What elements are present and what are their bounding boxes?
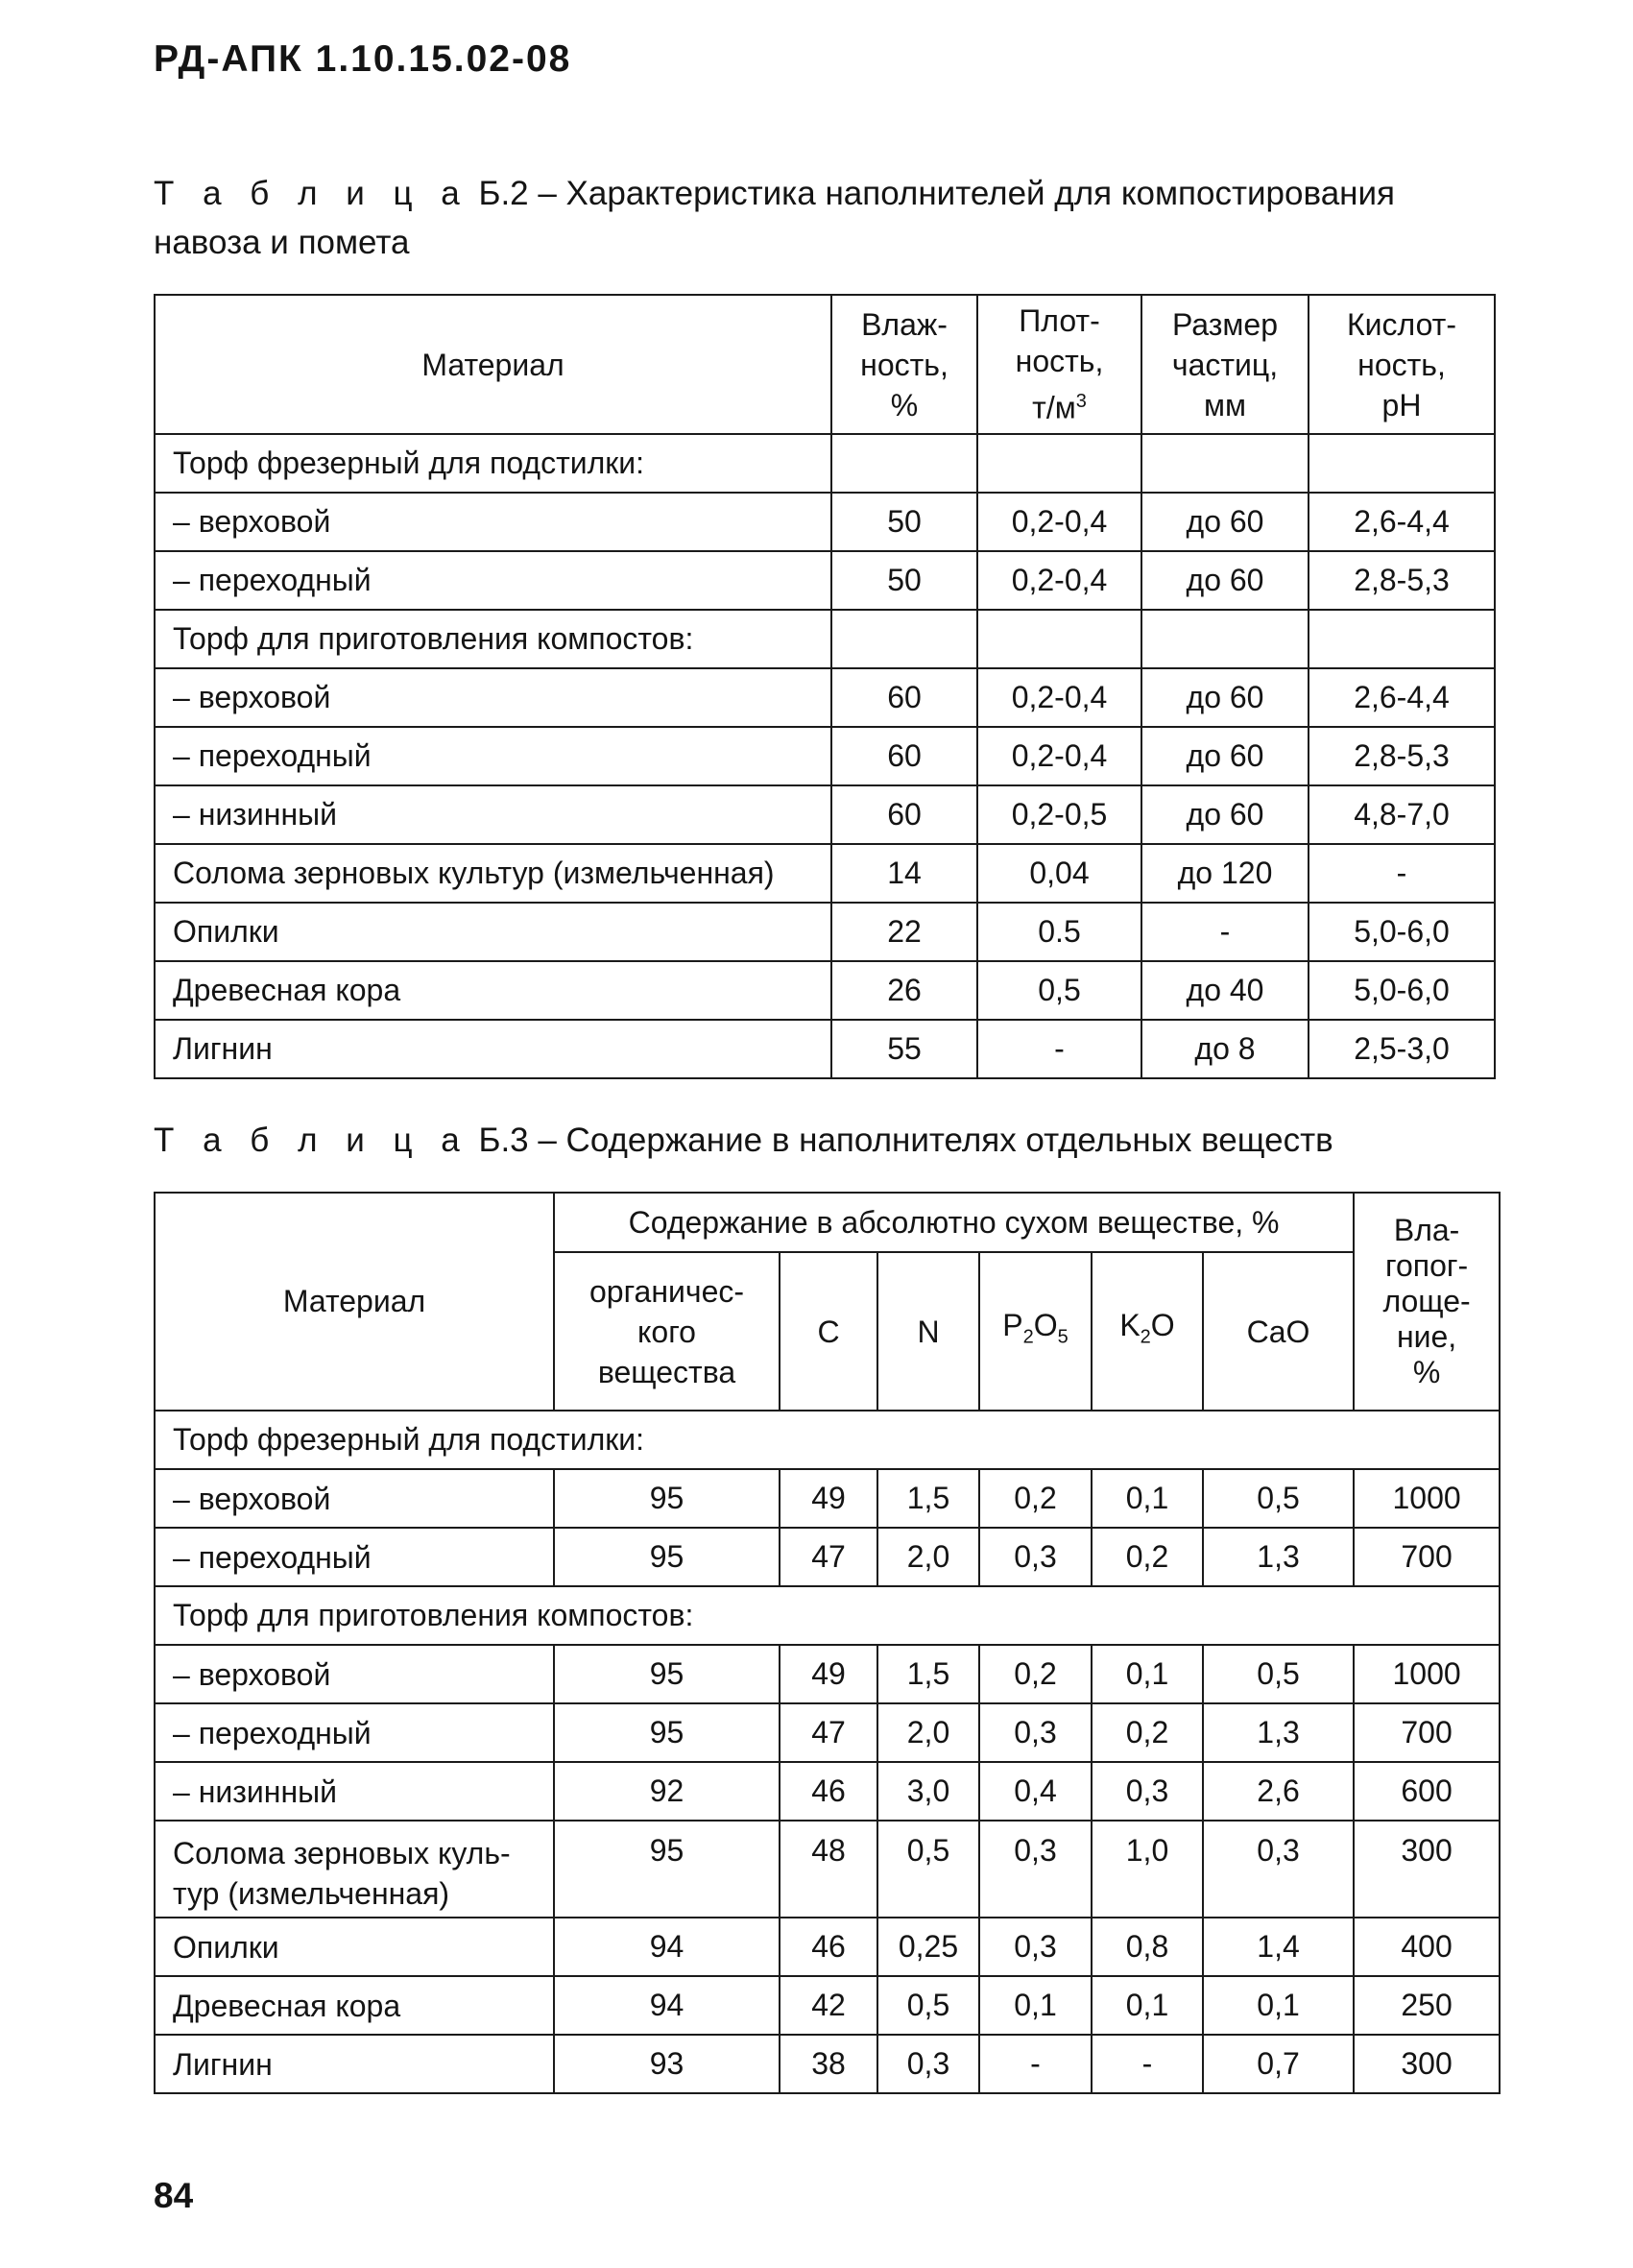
table-cell: 0,3: [1203, 1821, 1354, 1918]
table-cell: 50: [831, 493, 977, 551]
table-cell: [831, 610, 977, 668]
material-name: Солома зерновых культур (измельченная): [155, 844, 831, 903]
table-cell: [831, 434, 977, 493]
table-row: [155, 844, 1495, 903]
table-row: [155, 1528, 1500, 1586]
material-name: Лигнин: [155, 2035, 554, 2093]
table-row: [155, 1918, 1500, 1976]
table-row: [155, 668, 1495, 727]
table-cell: -: [977, 1020, 1141, 1078]
table-cell: до 60: [1141, 785, 1309, 844]
table-cell: 60: [831, 785, 977, 844]
table-cell: 0,5: [977, 961, 1141, 1020]
group-row: [155, 1586, 1500, 1645]
table-row: [155, 785, 1495, 844]
material-name: – переходный: [155, 1528, 554, 1586]
table-cell: 5,0-6,0: [1309, 961, 1495, 1020]
table-cell: 0,7: [1203, 2035, 1354, 2093]
table-cell: 46: [780, 1762, 877, 1821]
group-row: [155, 1411, 1500, 1469]
table-row: [155, 610, 1495, 668]
table-row: [155, 961, 1495, 1020]
table-cell: 0,8: [1092, 1918, 1203, 1976]
material-name: Древесная кора: [155, 1976, 554, 2035]
table-cell: [1309, 434, 1495, 493]
table-row: [155, 551, 1495, 610]
table-cell: 47: [780, 1528, 877, 1586]
table-cell: 0,25: [877, 1918, 979, 1976]
table-cell: 49: [780, 1645, 877, 1703]
table-cell: 95: [554, 1528, 780, 1586]
table-cell: 46: [780, 1918, 877, 1976]
table-cell: [1141, 610, 1309, 668]
table-cell: 2,8-5,3: [1309, 727, 1495, 785]
caption-text: Б.2 – Характеристика наполнителей для компостирования навоза и помета: [154, 175, 1395, 261]
table-row: [155, 1762, 1500, 1821]
table-cell: -: [1141, 903, 1309, 961]
material-name: Солома зерновых куль- тур (измельченная): [155, 1821, 554, 1918]
col-header-acidity: Кислот- ность, pH: [1309, 295, 1495, 434]
col-header-moisture-absorption: Вла- гопог- лоще- ние, %: [1354, 1193, 1500, 1411]
page-number: 84: [154, 2176, 194, 2215]
table-cell: 0,5: [877, 1821, 979, 1918]
table-cell: 2,6-4,4: [1309, 493, 1495, 551]
table-cell: до 120: [1141, 844, 1309, 903]
table-cell: [977, 434, 1141, 493]
material-name: Торф фрезерный для подстилки:: [155, 434, 831, 493]
table-cell: [1309, 610, 1495, 668]
table-cell: 0,04: [977, 844, 1141, 903]
table-cell: 0,3: [979, 1821, 1092, 1918]
table-cell: 95: [554, 1469, 780, 1528]
table-cell: 2,6-4,4: [1309, 668, 1495, 727]
table-cell: 1,0: [1092, 1821, 1203, 1918]
table-row: [155, 2035, 1500, 2093]
table-cell: 93: [554, 2035, 780, 2093]
material-name: Опилки: [155, 1918, 554, 1976]
table-row: [155, 1645, 1500, 1703]
table-cell: 0,2: [979, 1469, 1092, 1528]
group-label: Торф для приготовления компостов:: [155, 1586, 1500, 1645]
col-header-moisture: Влаж- ность, %: [831, 295, 977, 434]
table-cell: 0,1: [1092, 1469, 1203, 1528]
table-cell: до 40: [1141, 961, 1309, 1020]
group-label: Торф фрезерный для подстилки:: [155, 1411, 1500, 1469]
table-row: [155, 727, 1495, 785]
material-name: – верховой: [155, 1469, 554, 1528]
table-cell: 94: [554, 1976, 780, 2035]
table-cell: 5,0-6,0: [1309, 903, 1495, 961]
table-cell: 49: [780, 1469, 877, 1528]
table-cell: 60: [831, 668, 977, 727]
table-cell: 47: [780, 1703, 877, 1762]
table-row: [155, 1821, 1500, 1918]
caption-prefix: Т а б л и ц а: [154, 175, 469, 212]
table-cell: 1,5: [877, 1469, 979, 1528]
table-cell: до 60: [1141, 727, 1309, 785]
table-b2: [154, 294, 1496, 1079]
table-cell: 0,2-0,4: [977, 551, 1141, 610]
col-header-organic: органичес- кого вещества: [554, 1252, 780, 1411]
table-row: [155, 434, 1495, 493]
table-cell: 0,3: [877, 2035, 979, 2093]
table-cell: 0,5: [877, 1976, 979, 2035]
table-cell: 0,3: [979, 1528, 1092, 1586]
table-cell: 42: [780, 1976, 877, 2035]
table-cell: 95: [554, 1645, 780, 1703]
col-header-particle-size: Размер частиц, мм: [1141, 295, 1309, 434]
table-cell: 1,5: [877, 1645, 979, 1703]
material-name: – верховой: [155, 668, 831, 727]
table-cell: 0,3: [979, 1703, 1092, 1762]
table-cell: -: [1309, 844, 1495, 903]
table-cell: 300: [1354, 1821, 1500, 1918]
table-cell: 1,3: [1203, 1703, 1354, 1762]
table-cell: 0.5: [977, 903, 1141, 961]
table-cell: 300: [1354, 2035, 1500, 2093]
table-row: [155, 493, 1495, 551]
table-cell: 0,1: [1203, 1976, 1354, 2035]
table-row: [155, 903, 1495, 961]
table-cell: 0,4: [979, 1762, 1092, 1821]
table-cell: 2,8-5,3: [1309, 551, 1495, 610]
table-cell: 94: [554, 1918, 780, 1976]
table-b2-caption: [154, 169, 1498, 267]
table-cell: 38: [780, 2035, 877, 2093]
table-cell: 1,3: [1203, 1528, 1354, 1586]
material-name: – низинный: [155, 1762, 554, 1821]
table-cell: 700: [1354, 1703, 1500, 1762]
table-cell: 2,0: [877, 1528, 979, 1586]
table-cell: 0,5: [1203, 1469, 1354, 1528]
table-cell: 22: [831, 903, 977, 961]
col-header-n: N: [877, 1252, 979, 1411]
caption-text: Б.3 – Содержание в наполнителях отдельных веществ: [478, 1122, 1333, 1159]
table-cell: 0,1: [1092, 1976, 1203, 2035]
table-cell: 50: [831, 551, 977, 610]
table-cell: 0,5: [1203, 1645, 1354, 1703]
table-cell: 0,2: [1092, 1703, 1203, 1762]
table-cell: [977, 610, 1141, 668]
table-cell: 700: [1354, 1528, 1500, 1586]
table-cell: 26: [831, 961, 977, 1020]
table-cell: до 60: [1141, 668, 1309, 727]
material-name: Опилки: [155, 903, 831, 961]
table-cell: 600: [1354, 1762, 1500, 1821]
document-code: РД-АПК 1.10.15.02-08: [154, 38, 572, 80]
table-cell: -: [979, 2035, 1092, 2093]
table-cell: 0,1: [979, 1976, 1092, 2035]
table-cell: 14: [831, 844, 977, 903]
table-b3-caption: [154, 1116, 1498, 1165]
table-cell: 1000: [1354, 1645, 1500, 1703]
table-cell: до 60: [1141, 493, 1309, 551]
table-cell: 0,2-0,4: [977, 668, 1141, 727]
table-cell: [1141, 434, 1309, 493]
table-cell: 4,8-7,0: [1309, 785, 1495, 844]
table-cell: 0,2-0,4: [977, 727, 1141, 785]
col-header-dry-matter-content: Содержание в абсолютно сухом веществе, %: [554, 1193, 1354, 1252]
table-cell: 3,0: [877, 1762, 979, 1821]
table-row: [155, 1020, 1495, 1078]
material-name: Древесная кора: [155, 961, 831, 1020]
table-cell: до 60: [1141, 551, 1309, 610]
table-cell: 0,3: [979, 1918, 1092, 1976]
table-cell: 55: [831, 1020, 977, 1078]
col-header-p2o5: $P_2O_5$: [979, 1252, 1092, 1411]
table-cell: 95: [554, 1821, 780, 1918]
table-cell: 1000: [1354, 1469, 1500, 1528]
material-name: Торф для приготовления компостов:: [155, 610, 831, 668]
table-cell: 0,1: [1092, 1645, 1203, 1703]
col-header-material: Материал: [155, 1193, 554, 1411]
table-cell: 250: [1354, 1976, 1500, 2035]
material-name: – верховой: [155, 1645, 554, 1703]
table-cell: 92: [554, 1762, 780, 1821]
material-name: – переходный: [155, 551, 831, 610]
material-name: – низинный: [155, 785, 831, 844]
table-row: [155, 1703, 1500, 1762]
table-cell: 0,2-0,5: [977, 785, 1141, 844]
table-cell: 60: [831, 727, 977, 785]
material-name: – переходный: [155, 1703, 554, 1762]
col-header-material: Материал: [155, 295, 831, 434]
col-header-k2o: $K_2O$: [1092, 1252, 1203, 1411]
col-header-c: C: [780, 1252, 877, 1411]
table-cell: 95: [554, 1703, 780, 1762]
material-name: Лигнин: [155, 1020, 831, 1078]
col-header-cao: CaO: [1203, 1252, 1354, 1411]
col-header-density: Плот- ность, $т/м^3$: [977, 295, 1141, 434]
table-row: [155, 1976, 1500, 2035]
table-cell: 2,5-3,0: [1309, 1020, 1495, 1078]
table-cell: 0,2: [1092, 1528, 1203, 1586]
table-b3: [154, 1192, 1501, 2094]
table-cell: 1,4: [1203, 1918, 1354, 1976]
table-cell: 0,3: [1092, 1762, 1203, 1821]
table-cell: 0,2-0,4: [977, 493, 1141, 551]
table-row: [155, 1469, 1500, 1528]
table-cell: до 8: [1141, 1020, 1309, 1078]
table-cell: 2,6: [1203, 1762, 1354, 1821]
table-cell: 48: [780, 1821, 877, 1918]
material-name: – переходный: [155, 727, 831, 785]
material-name: – верховой: [155, 493, 831, 551]
table-cell: 2,0: [877, 1703, 979, 1762]
table-cell: 0,2: [979, 1645, 1092, 1703]
caption-prefix: Т а б л и ц а: [154, 1122, 469, 1159]
table-cell: -: [1092, 2035, 1203, 2093]
table-cell: 400: [1354, 1918, 1500, 1976]
